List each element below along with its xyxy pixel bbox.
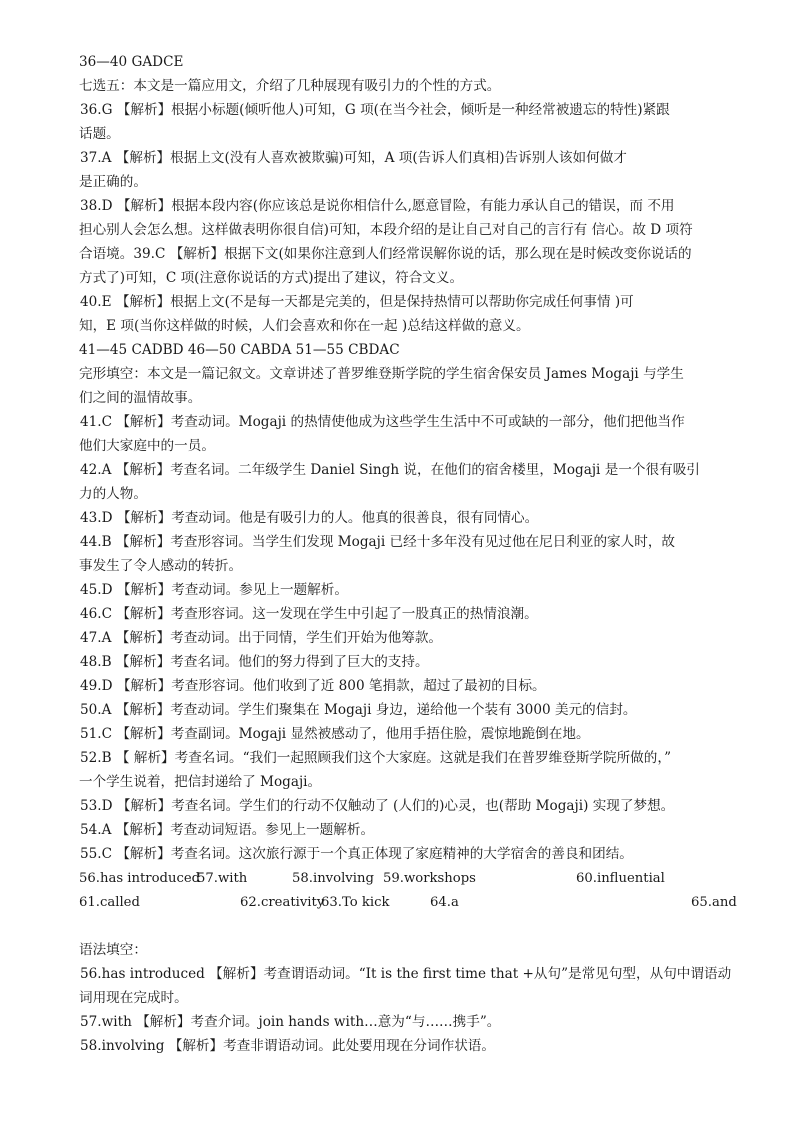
explanation-37: 37.A 【解析】根据上文(没有人喜欢被欺骗)可知，A 项(告诉人们真相)告诉别人该如何做才 [80,150,627,166]
explanation-44: 44.B 【解析】考查形容词。当学生们发现 Mogaji 已经十多年没有见过他在尼日利亚的家人时，故 [80,534,676,550]
explanation-54: 54.A 【解析】考查动词短语。参见上一题解析。 [80,822,375,838]
explanation-46: 46.C 【解析】考查形容词。这一发现在学生中引起了一股真正的热情浪潮。 [80,606,538,622]
explanation-48: 48.B 【解析】考查名词。他们的努力得到了巨大的支持。 [80,654,429,670]
explanation-36: 36.G 【解析】根据小标题(倾听他人)可知，G 项(在当今社会，倾听是一种经常被遗忘的特性)紧跟 [80,102,670,118]
answer-58: 58.involving [292,871,374,886]
explanation-52-cont: 一个学生说着，把信封递给了 Mogaji。 [79,774,322,790]
answer-line-36-40: 36—40 GADCE [79,54,184,70]
explanation-38-cont: 担心别人会怎么想。这样做表明你很自信)可知，本段介绍的是让自己对自己的言行有 信心。故 D 项符 [79,222,693,238]
explanation-45: 45.D 【解析】考查动词。参见上一题解析。 [80,582,348,598]
explanation-49: 49.D 【解析】考查形容词。他们收到了近 800 笔捐款，超过了最初的目标。 [80,678,546,694]
explanation-50: 50.A 【解析】考查动词。学生们聚集在 Mogaji 身边，递给他一个装有 3000 美元的信封。 [80,702,637,718]
answer-59: 59.workshops [383,871,476,886]
explanation-44-cont: 事发生了令人感动的转折。 [79,558,243,574]
grammar-explanation-58: 58.involving 【解析】考查非谓语动词。此处要用现在分词作状语。 [80,1038,495,1054]
answer-65: 65.and [691,895,737,910]
grammar-heading: 语法填空： [79,942,147,958]
explanation-42-cont: 力的人物。 [79,486,147,502]
explanation-40-cont: 知，E 项(当你这样做的时候，人们会喜欢和你在一起 )总结这样做的意义。 [79,318,530,334]
explanation-47: 47.A 【解析】考查动词。出于同情，学生们开始为他筹款。 [80,630,443,646]
explanation-39-cont: 方式了)可知，C 项(注意你说话的方式)提出了建议，符合文义。 [79,270,464,286]
answer-63: 63.To kick [321,895,390,910]
explanation-53: 53.D 【解析】考查名词。学生们的行动不仅触动了 (人们的)心灵，也(帮助 Mogaji) 实现了梦想。 [80,798,675,814]
summary-cloze: 完形填空：本文是一篇记叙文。文章讲述了普罗维登斯学院的学生宿舍保安员 James Mogaji 与学生 [79,366,684,382]
explanation-39: 合语境。39.C 【解析】根据下文(如果你注意到人们经常误解你说的话，那么现在是时候改变你说话的 [79,246,692,262]
grammar-explanation-56: 56.has introduced 【解析】考查谓语动词。“It is the first time that +从句”是常见句型，从句中谓语动 [80,966,732,982]
explanation-41-cont: 他们大家庭中的一员。 [79,438,215,454]
explanation-42: 42.A 【解析】考查名词。二年级学生 Daniel Singh 说，在他们的宿舍楼里，Mogaji 是一个很有吸引 [80,462,700,478]
grammar-explanation-57: 57.with 【解析】考查介词。join hands with…意为“与……携手”。 [80,1014,501,1030]
grammar-answer-grid [79,871,737,917]
explanation-36-cont: 话题。 [79,126,120,142]
explanation-37-cont: 是正确的。 [79,174,147,190]
answer-60: 60.influential [576,871,665,886]
answer-61: 61.called [79,895,140,910]
answer-57: 57.with [197,871,248,886]
answer-56: 56.has introduced [79,871,201,886]
explanation-51: 51.C 【解析】考查副词。Mogaji 显然被感动了，他用手捂住脸，震惊地跪倒在地。 [80,726,590,742]
explanation-55: 55.C 【解析】考查名词。这次旅行源于一个真正体现了家庭精神的大学宿舍的善良和团结。 [80,846,633,862]
explanation-52: 52.B 【 解析】考查名词。“我们一起照顾我们这个大家庭。这就是我们在普罗维登斯学院所做的，” [80,750,672,766]
answer-64: 64.a [430,895,459,910]
summary-seven-choose-five: 七选五：本文是一篇应用文，介绍了几种展现有吸引力的个性的方式。 [79,78,501,94]
answer-62: 62.creativity [240,895,325,910]
explanation-43: 43.D 【解析】考查动词。他是有吸引力的人。他真的很善良，很有同情心。 [80,510,539,526]
explanation-38: 38.D 【解析】根据本段内容(你应该总是说你相信什么,愿意冒险，有能力承认自己的错误，而 不用 [80,198,675,214]
explanation-41: 41.C 【解析】考查动词。Mogaji 的热情使他成为这些学生生活中不可或缺的一部分，他们把他当作 [80,414,685,430]
grammar-explanation-56-cont: 词用现在完成时。 [79,990,188,1006]
summary-cloze-cont: 们之间的温情故事。 [79,390,202,406]
answer-line-41-55: 41—45 CADBD 46—50 CABDA 51—55 CBDAC [79,342,400,358]
explanation-40: 40.E 【解析】根据上文(不是每一天都是完美的，但是保持热情可以帮助你完成任何事情 )可 [80,294,634,310]
